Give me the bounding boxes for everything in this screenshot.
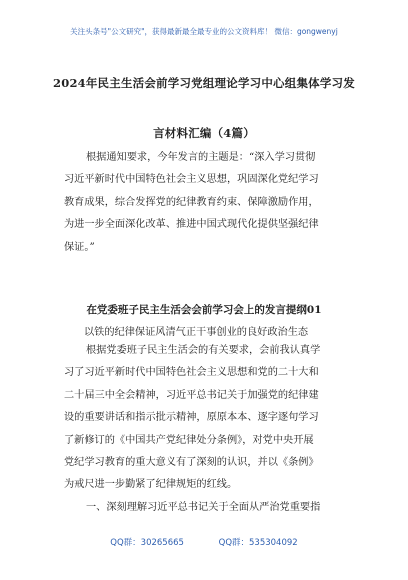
document-title-line-2: 言材料汇编（4篇）: [153, 126, 255, 140]
text-line: 党纪学习教育的重大意义有了深刻的认识，并以《条例》: [64, 456, 319, 468]
document-title-line-1: 2024年民主生活会前学习党组理论学习中心组集体学习发: [53, 76, 355, 90]
text-line: 教育成果，综合发挥党的纪律教育约束、保障激励作用，: [64, 196, 319, 208]
text-line: 设的重要讲话和指示批示精神，原原本本、逐字逐句学习: [64, 412, 319, 424]
text-line: 习近平新时代中国特色社会主义思想，巩固深化党纪学习: [64, 174, 319, 186]
footer: [0, 536, 408, 548]
text-line: 为进一步全面深化改革、推进中国式现代化提供坚强纪律: [64, 219, 319, 231]
body-paragraph: [64, 340, 364, 519]
text-line: 保证。”: [64, 241, 95, 253]
text-line: 根据党委班子民主生活会的有关要求，会前我认真学: [86, 345, 321, 356]
intro-paragraph: [64, 147, 364, 259]
section-title: 在党委班子民主生活会会前学习会上的发言提纲01: [86, 304, 322, 316]
text-line: 了新修订的《中国共产党纪律处分条例》，对党中央开展: [64, 434, 314, 446]
footer-qq-group-2: QQ群：535304092: [218, 538, 298, 548]
text-line: 为戒尺进一步勤紧了纪律规矩的红线。: [64, 479, 238, 491]
footer-qq-group-1: QQ群：30265665: [110, 538, 184, 548]
text-line: 根据通知要求，今年发言的主题是：“深入学习贯彻: [86, 152, 316, 163]
text-line: 习了习近平新时代中国特色社会主义思想和党的二十大和: [64, 367, 319, 379]
header-note: 关注头条号"公文研究"，获得最新最全最专业的公文资料库！ 微信：gongwenyj: [70, 27, 338, 36]
text-line: 一、深刻理解习近平总书记关于全面从严治党重要指: [86, 501, 321, 513]
text-line: 二十届三中全会精神，习近平总书记关于加强党的纪律建: [64, 389, 319, 401]
section-subtitle: 以铁的纪律保证风清气正干事创业的良好政治生态: [84, 327, 309, 338]
